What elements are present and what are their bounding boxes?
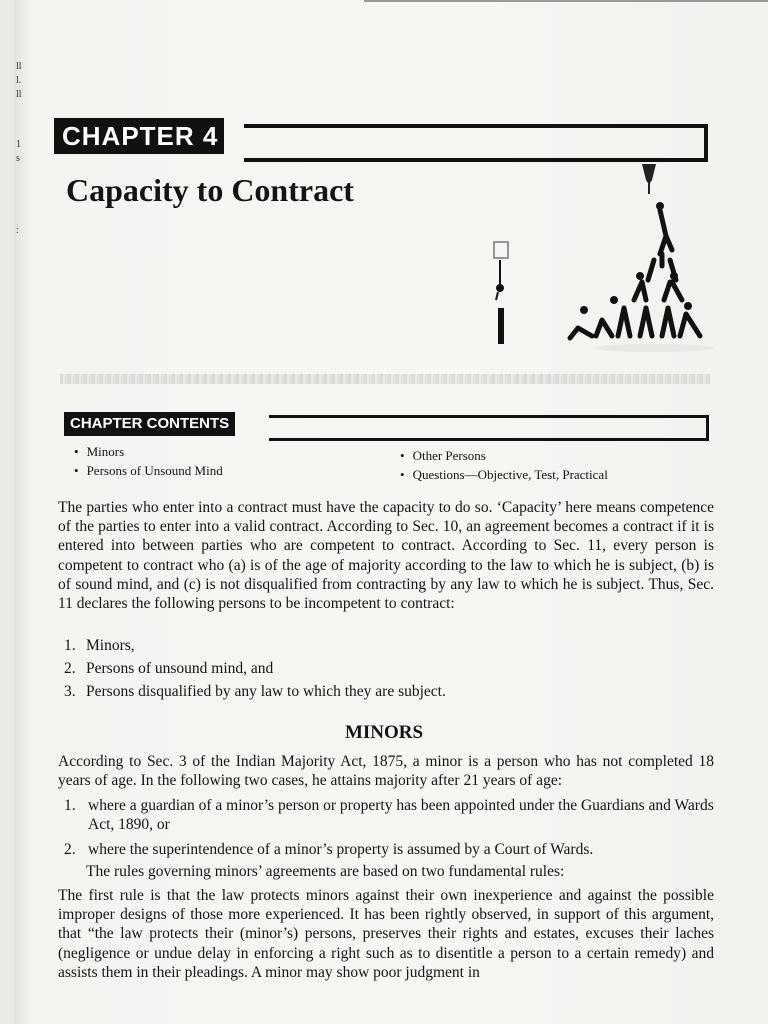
- margin-mark: l.: [16, 75, 22, 86]
- list-number: 3.: [64, 683, 76, 700]
- contents-list-left: [74, 442, 223, 480]
- minors-definition-paragraph: According to Sec. 3 of the Indian Majority Act, 1875, a minor is a person who has not completed 18 years of age. In the following two cases, he attains majority after 21 years of age:: [58, 753, 714, 790]
- first-rule-paragraph: The first rule is that the law protects minors against their own inexperience and against the possible improper designs of those more experienced. It has been rightly observed, in support of this argument, that “the law protects their (minor’s) persons, preserves their rights and estates, excuses their laches (negligence or undue delay in enforcing a right such as to disentitle a person to a certain remedy) and assists them in their pleadings. A minor may show poor judgment in: [58, 887, 714, 981]
- list-item: [64, 657, 446, 680]
- contents-item: • Minors: [74, 442, 223, 461]
- list-number: 2.: [64, 841, 76, 858]
- list-item: [64, 796, 714, 834]
- list-text: Minors,: [86, 637, 135, 654]
- contents-item: • Questions—Objective, Test, Practical: [400, 465, 608, 484]
- chapter-title: Capacity to Contract: [66, 172, 354, 208]
- list-text: where the superintendence of a minor’s property is assumed by a Court of Wards.: [88, 841, 594, 858]
- list-item: [64, 634, 446, 657]
- section-heading-minors: MINORS: [344, 722, 424, 743]
- majority-cases-list: [64, 796, 714, 865]
- contents-item: • Other Persons: [400, 446, 608, 465]
- list-item: [64, 680, 446, 703]
- contents-item: • Persons of Unsound Mind: [74, 461, 223, 480]
- rules-intro: The rules governing minors’ agreements are based on two fundamental rules:: [86, 863, 565, 880]
- incompetent-persons-list: [64, 634, 446, 703]
- list-item: [64, 840, 714, 859]
- chapter-label: CHAPTER 4: [54, 118, 224, 154]
- chapter-contents-label: CHAPTER CONTENTS: [64, 412, 235, 436]
- margin-mark: ll: [16, 89, 22, 100]
- contents-banner-frame: [269, 415, 709, 441]
- list-text: Persons of unsound mind, and: [86, 660, 274, 677]
- list-number: 1.: [64, 637, 76, 654]
- list-text: where a guardian of a minor’s person or property has been appointed under the Guardians and Wards Act, 1890, or: [88, 797, 714, 833]
- margin-mark: ll: [16, 61, 22, 72]
- list-number: 1.: [64, 797, 76, 814]
- decorative-divider: [60, 374, 710, 384]
- contents-list-right: [400, 446, 608, 484]
- human-pyramid-illustration: [474, 150, 714, 360]
- list-number: 2.: [64, 660, 76, 677]
- margin-mark: :: [16, 225, 19, 236]
- margin-marks: [16, 60, 28, 238]
- margin-mark: s: [16, 153, 20, 164]
- book-page: [14, 0, 768, 1024]
- chapter-contents-banner: [64, 412, 708, 438]
- list-text: Persons disqualified by any law to which they are subject.: [86, 683, 446, 700]
- page-edge-line: [364, 0, 768, 2]
- margin-mark: 1: [16, 139, 21, 150]
- intro-paragraph: The parties who enter into a contract must have the capacity to do so. ‘Capacity’ here means competence of the parties to enter into a valid contract. According to Sec. 10, an agreement becomes a contract if it is entered into between parties who are competent to contract. According to Sec. 11, every person is competent to contract who (a) is of the age of majority according to the law to which he is subject, (b) is of sound mind, and (c) is not disqualified from contracting by any law to which he is subject. Thus, Sec. 11 declares the following persons to be incompetent to contract:: [58, 499, 714, 613]
